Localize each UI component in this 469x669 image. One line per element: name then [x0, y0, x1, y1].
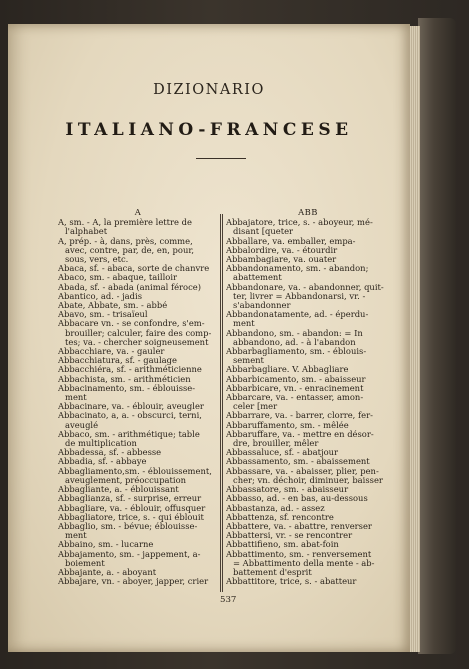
dictionary-entry-line: celer [mer — [233, 402, 278, 412]
dictionary-entry-line: Abada, sf. - abada (animal féroce) — [58, 282, 201, 292]
dictionary-entry-line: Abbarrare, va. - barrer, clorre, fer- — [226, 411, 373, 421]
dictionary-entry-line: Abbaruffamento, sm. - mêlée — [226, 420, 349, 430]
dictionary-entry-line: Abbagliatore, trice, s. - qui éblouit — [58, 512, 204, 522]
dictionary-entry-line: sous, vers, etc. — [65, 255, 129, 265]
dictionary-entry-line: Abaca, sf. - abaca, sorte de chanvre — [58, 264, 210, 274]
dictionary-entry-line: Abavo, sm. - trisaïeul — [58, 310, 148, 320]
left-column — [58, 208, 218, 586]
dictionary-entry-line: Abbaglio, sm. - bévue; éblouisse- — [58, 521, 198, 531]
dictionary-entry-line: Abbassatore, sm. - abaisseur — [226, 485, 349, 495]
dictionary-entry-line: Abbassare, va. - abaisser, plier, pen- — [226, 466, 379, 476]
dictionary-entry-line: Abbagliamento,sm. - éblouissement, — [58, 466, 212, 476]
dictionary-entry-line: Abbasso, ad. - en bas, au-dessous — [226, 494, 368, 504]
dictionary-entry-line: Abbajamento, sm. - jappement, a- — [58, 549, 201, 559]
dictionary-entry-line: Abate, Abbate, sm. - abbé — [58, 301, 168, 311]
dictionary-entry-line: Abantico, ad. - jadis — [58, 291, 142, 301]
dictionary-entry-line: = Abbattimento della mente - ab- — [233, 558, 375, 568]
page-number: 537 — [220, 595, 237, 605]
dictionary-entry-line: Abbachista, sm. - arithméticien — [58, 374, 191, 384]
dictionary-entry-line: Abbassaluce, sf. - abatjour — [226, 448, 339, 458]
dictionary-entry-line: Abbarbagliamento, sm. - éblouis- — [226, 347, 367, 357]
dictionary-entry-line: Abbacinare, va. - éblouir, aveugler — [58, 402, 204, 412]
dictionary-entry-line: Abbattimento, sm. - renversement — [226, 549, 372, 559]
dictionary-entry-line: Abbastanza, ad. - assez — [226, 503, 325, 513]
dictionary-entry-line: ment — [233, 319, 255, 329]
dictionary-entry-line: avec, contre, par, de, en, pour, — [65, 245, 195, 255]
dictionary-entry-line: s'abandonner — [233, 301, 291, 311]
dictionary-entry-line: Abbattenza, sf. rencontre — [226, 512, 334, 522]
dictionary-entry-line: Abbattitore, trice, s. - abatteur — [226, 577, 357, 587]
dictionary-entry-line: Abbandonamento, sm. - abandon; — [226, 264, 369, 274]
dictionary-entry-line: Abbacchiare, va. - gauler — [58, 347, 165, 357]
dictionary-entry-line: Abaco, sm. - abaque, tailloir — [58, 273, 178, 283]
dictionary-entry-line: Abbacinamento, sm. - éblouisse- — [58, 383, 196, 393]
dictionary-entry-line: l'alphabet — [65, 227, 108, 237]
column-divider — [220, 214, 221, 592]
dictionary-entry-line: Abbajare, vn. - aboyer, japper, crier — [58, 577, 209, 587]
dictionary-entry-line: Abbacare vn. - se confondre, s'em- — [58, 319, 205, 329]
dictionary-entry-line: ment — [65, 393, 87, 403]
dictionary-entry-line: Abbassamento, sm. - abaissement — [226, 457, 370, 467]
dictionary-entry-line: battement d'esprit — [233, 567, 312, 577]
dictionary-entry-line: Abbadia, sf. - abbaye — [58, 457, 147, 467]
dictionary-entry-line: brouiller; calculer, faire des comp- — [65, 328, 212, 338]
dictionary-entry-line: Abbaino, sm. - lucarne — [58, 540, 154, 550]
book-spine-edge — [418, 18, 456, 654]
dictionary-entry-line: sement — [233, 356, 264, 366]
dictionary-entry-line: Abbambagiare, va. ouater — [226, 255, 337, 265]
dictionary-entry-line: aveuglement, préoccupation — [65, 475, 187, 485]
right-column-head: ABB — [298, 207, 318, 217]
dictionary-entry-line: Abbajante, a. - aboyant — [58, 567, 157, 577]
dictionary-page — [8, 24, 410, 652]
dictionary-entry-line: Abbattere, va. - abattre, renverser — [226, 521, 372, 531]
dictionary-entry-line: abattement — [233, 273, 282, 283]
dictionary-entry-line: Abbagliare, va. - éblouir, offusquer — [58, 503, 206, 513]
dictionary-entry-line: Abbarbicare, vn. - enracinement — [226, 383, 364, 393]
dictionary-entry-line: boiement — [65, 558, 105, 568]
dictionary-entry-line: Abbandonatamente, ad. - éperdu- — [226, 310, 369, 320]
dictionary-entry-line: Abbaco, sm. - arithmétique; table — [58, 429, 200, 439]
dictionary-entry-line: ment — [65, 531, 87, 541]
dictionary-entry-line: aveuglé — [65, 420, 99, 430]
dictionary-entry-line: Abbarbicamento, sm. - abaisseur — [226, 374, 366, 384]
page-title: DIZIONARIO — [153, 82, 265, 98]
left-column-head: A — [134, 207, 142, 217]
dictionary-entry-line: Abbagliante, a. - éblouissant — [58, 485, 179, 495]
dictionary-entry-line: A, sm. - A, la première lettre de — [58, 218, 192, 228]
dictionary-entry-line: Abbacinato, a, a. - obscurci, terni, — [58, 411, 202, 421]
dictionary-entry-line: cher; vn. déchoir, diminuer, baisser — [233, 475, 383, 485]
dictionary-entry-line: Abbacchiatura, sf. - gaulage — [58, 356, 177, 366]
dictionary-entry-line: Abbandonare, va. - abandonner, quit- — [226, 282, 384, 292]
dictionary-entry-line: tes; va. - chercher soigneusement — [65, 337, 209, 347]
dictionary-entry-line: A, prép. - à, dans, près, comme, — [58, 236, 193, 246]
dictionary-entry-line: Abbadessa, sf. - abbesse — [58, 448, 162, 458]
dictionary-entry-line: Abbarbagliare. V. Abbagliare — [226, 365, 349, 375]
column-divider-double — [222, 214, 223, 592]
dictionary-entry-line: Abbacchiéra, sf. - arithméticienne — [58, 365, 202, 375]
right-column — [226, 208, 390, 586]
dictionary-entry-line: Abbaglianza, sf. - surprise, erreur — [58, 494, 202, 504]
dictionary-entry-line: de multiplication — [65, 439, 137, 449]
dictionary-entry-line: abbandono, ad. - à l'abandon — [233, 337, 356, 347]
dictionary-entry-line: Abbattifieno, sm. abat-foin — [226, 540, 339, 550]
dictionary-entry-line: Abbarcare, va. - entasser, amon- — [226, 393, 364, 403]
page-subtitle: ITALIANO-FRANCESE — [65, 120, 353, 140]
dictionary-entry-line: ter, livrer = Abbandonarsi, vr. - — [233, 291, 366, 301]
dictionary-entry-line: Abbaruffare, va. - mettre en désor- — [226, 429, 374, 439]
dictionary-entry-line: disant [queter — [233, 227, 294, 237]
dictionary-entry-line: Abbajatore, trice, s. - aboyeur, mé- — [226, 218, 373, 228]
dictionary-entry-line: dre, brouiller, mêler — [233, 439, 319, 449]
dictionary-entry-line: Abbattersi, vr. - se rencontrer — [226, 531, 353, 541]
title-rule — [196, 158, 246, 159]
dictionary-entry-line: Abbalordire, va. - étourdir — [226, 245, 338, 255]
dictionary-entry-line: Abbandono, sm. - abandon: = In — [226, 328, 363, 338]
dictionary-entry-line: Abballare, va. emballer, empa- — [226, 236, 356, 246]
